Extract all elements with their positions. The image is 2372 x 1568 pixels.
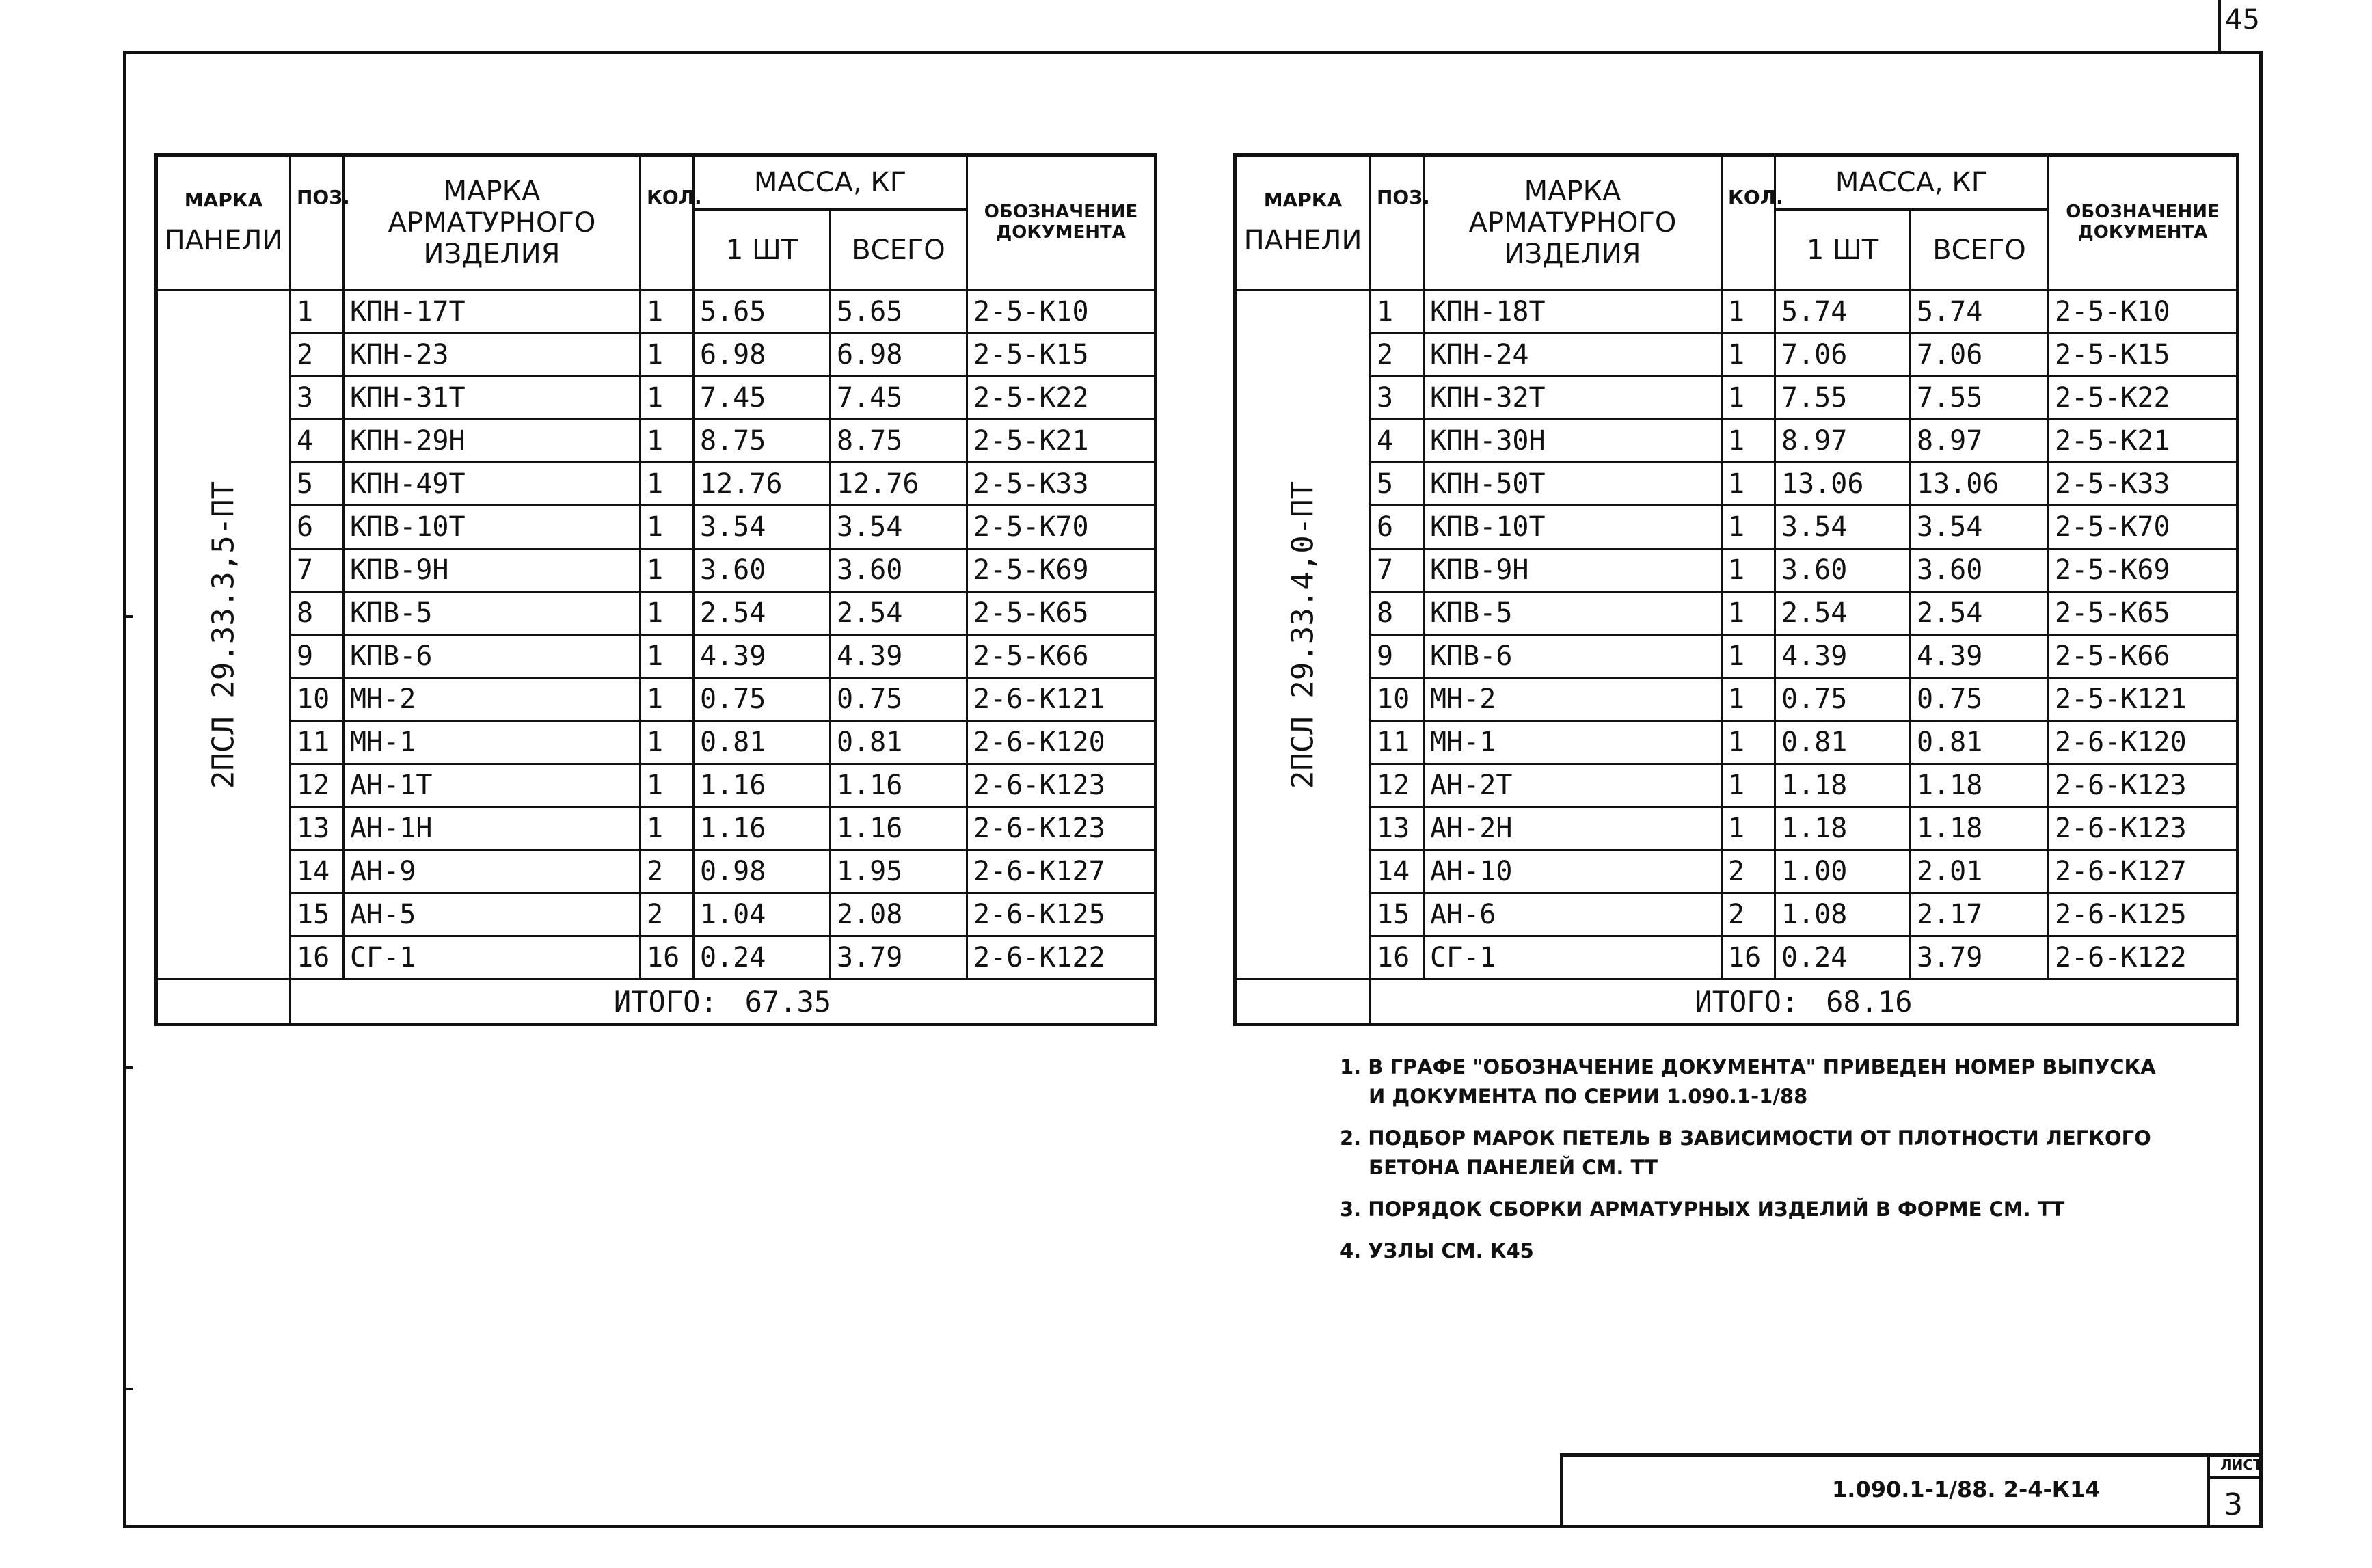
cell-pos: 9 [1371,635,1424,678]
table-row [157,721,1156,764]
cell-pos: 10 [1371,678,1424,721]
panel-mark-cell [157,290,291,979]
cell-pos: 13 [1371,807,1424,850]
cell-mark: АН-1Т [344,764,641,807]
cell-total: 7.55 [1911,377,2049,420]
cell-one: 3.54 [1775,506,1911,549]
note-3 [1340,1195,2156,1224]
header-qty: КОЛ. [1722,155,1775,290]
cell-one: 1.04 [694,893,831,936]
cell-one: 4.39 [694,635,831,678]
cell-qty: 1 [1722,764,1775,807]
cell-qty: 1 [641,290,694,334]
cell-total: 3.79 [831,936,967,979]
cell-mark: АН-5 [344,893,641,936]
cell-doc: 2-5-К33 [2049,463,2238,506]
table-row [1235,463,2238,506]
header-marka: МАРКА [1263,188,1343,211]
table-row [1235,678,2238,721]
table-row [157,678,1156,721]
cell-one: 1.08 [1775,893,1911,936]
total-value: 67.35 [744,984,832,1018]
cell-one: 1.16 [694,807,831,850]
table-row [1235,807,2238,850]
cell-total: 0.81 [831,721,967,764]
table-row [1235,290,2238,334]
cell-total: 3.54 [831,506,967,549]
header-panel: ПАНЕЛИ [1243,225,1362,257]
cell-pos: 14 [291,850,344,893]
spec-table-left-body [157,290,1156,1025]
cell-one: 0.81 [694,721,831,764]
note-1-line1: 1. В ГРАФЕ "ОБОЗНАЧЕНИЕ ДОКУМЕНТА" ПРИВЕДЕН НОМЕР ВЫПУСКА [1340,1055,2156,1079]
cell-doc: 2-5-К21 [967,420,1156,463]
cell-total: 4.39 [831,635,967,678]
cell-doc: 2-5-К33 [967,463,1156,506]
cell-total: 5.74 [1911,290,2049,334]
cell-pos: 1 [1371,290,1424,334]
cell-pos: 15 [291,893,344,936]
cell-qty: 1 [641,807,694,850]
cell-qty: 1 [1722,807,1775,850]
header-mass-one: 1 ШТ [1775,210,1911,290]
header-marka: МАРКА [184,188,263,211]
cell-total: 1.16 [831,807,967,850]
cell-pos: 7 [1371,549,1424,592]
note-1-line2: И ДОКУМЕНТА ПО СЕРИИ 1.090.1-1/88 [1369,1084,1808,1108]
cell-one: 8.75 [694,420,831,463]
total-row-blank [157,979,291,1025]
cell-doc: 2-6-К123 [2049,764,2238,807]
table-row [1235,592,2238,635]
cell-mark: КПН-50Т [1424,463,1722,506]
cell-mark: КПВ-5 [1424,592,1722,635]
table-row [157,807,1156,850]
cell-doc: 2-5-К15 [2049,334,2238,377]
cell-qty: 1 [1722,549,1775,592]
cell-pos: 11 [1371,721,1424,764]
note-4-line1: 4. УЗЛЫ СМ. К45 [1340,1239,1534,1262]
table-row [157,764,1156,807]
cell-doc: 2-6-К125 [2049,893,2238,936]
cell-one: 0.75 [1775,678,1911,721]
spec-table-right [1233,153,2239,1026]
cell-total: 1.95 [831,850,967,893]
sheet-label: ЛИСТ [2220,1457,2263,1473]
table-row [1235,506,2238,549]
note-3-line1: 3. ПОРЯДОК СБОРКИ АРМАТУРНЫХ ИЗДЕЛИЙ В ФОРМЕ СМ. ТТ [1340,1197,2065,1221]
cell-doc: 2-5-К15 [967,334,1156,377]
cell-one: 2.54 [694,592,831,635]
cell-pos: 13 [291,807,344,850]
table-row [1235,721,2238,764]
cell-qty: 1 [641,678,694,721]
cell-one: 6.98 [694,334,831,377]
cell-pos: 9 [291,635,344,678]
cell-doc: 2-5-К22 [967,377,1156,420]
cell-mark: АН-6 [1424,893,1722,936]
cell-qty: 1 [641,420,694,463]
cell-doc: 2-5-К121 [2049,678,2238,721]
cell-doc: 2-6-К120 [967,721,1156,764]
cell-mark: МН-2 [1424,678,1722,721]
cell-one: 13.06 [1775,463,1911,506]
cell-total: 3.54 [1911,506,2049,549]
cell-qty: 1 [641,764,694,807]
cell-doc: 2-5-К69 [967,549,1156,592]
header-doc: ОБОЗНАЧЕНИЕ ДОКУМЕНТА [967,155,1156,290]
spec-table-left [154,153,1157,1026]
cell-doc: 2-5-К70 [2049,506,2238,549]
cell-qty: 2 [1722,850,1775,893]
cell-mark: КПН-18Т [1424,290,1722,334]
cell-one: 7.45 [694,377,831,420]
cell-total: 0.75 [1911,678,2049,721]
cell-qty: 1 [641,592,694,635]
total-label: ИТОГО: [1695,984,1799,1018]
cell-pos: 5 [1371,463,1424,506]
cell-total: 7.06 [1911,334,2049,377]
cell-mark: СГ-1 [1424,936,1722,979]
cell-pos: 11 [291,721,344,764]
cell-qty: 1 [641,506,694,549]
header-panel: ПАНЕЛИ [164,225,283,257]
cell-mark: КПН-17Т [344,290,641,334]
cell-mark: КПН-32Т [1424,377,1722,420]
sheet-number: 3 [2224,1487,2243,1522]
table-row [157,463,1156,506]
cell-one: 5.65 [694,290,831,334]
cell-mark: АН-1Н [344,807,641,850]
cell-mark: КПВ-10Т [1424,506,1722,549]
frame-tick [123,1066,133,1069]
cell-pos: 6 [1371,506,1424,549]
cell-total: 4.39 [1911,635,2049,678]
table-row [1235,764,2238,807]
table-row [1235,549,2238,592]
cell-one: 2.54 [1775,592,1911,635]
note-2-line2: БЕТОНА ПАНЕЛЕЙ СМ. ТТ [1369,1155,1658,1179]
cell-one: 3.60 [1775,549,1911,592]
table-row [157,592,1156,635]
panel-mark: 2ПСЛ 29.33.3,5-ПТ [206,481,241,789]
cell-pos: 16 [1371,936,1424,979]
cell-total: 13.06 [1911,463,2049,506]
cell-qty: 1 [641,635,694,678]
cell-mark: АН-9 [344,850,641,893]
header-item-mark: МАРКА АРМАТУРНОГО ИЗДЕЛИЯ [1424,155,1722,290]
cell-total: 1.16 [831,764,967,807]
cell-mark: СГ-1 [344,936,641,979]
table-row [1235,420,2238,463]
cell-total: 6.98 [831,334,967,377]
cell-pos: 16 [291,936,344,979]
cell-qty: 16 [641,936,694,979]
cell-qty: 1 [1722,420,1775,463]
cell-doc: 2-5-К21 [2049,420,2238,463]
cell-doc: 2-6-К121 [967,678,1156,721]
cell-pos: 14 [1371,850,1424,893]
cell-qty: 2 [641,850,694,893]
cell-doc: 2-6-К122 [2049,936,2238,979]
cell-one: 0.75 [694,678,831,721]
cell-mark: КПВ-6 [1424,635,1722,678]
cell-mark: КПН-29Н [344,420,641,463]
cell-one: 0.24 [1775,936,1911,979]
panel-mark-cell [1235,290,1371,979]
header-panel-mark [1235,155,1371,290]
cell-pos: 2 [1371,334,1424,377]
table-row [1235,936,2238,979]
total-cell [291,979,1156,1025]
total-row [1235,979,2238,1025]
cell-qty: 1 [1722,334,1775,377]
cell-pos: 8 [291,592,344,635]
cell-pos: 2 [291,334,344,377]
note-2 [1340,1124,2156,1182]
table-row [157,290,1156,334]
table-row [157,420,1156,463]
page-number: 45 [2225,4,2260,36]
cell-pos: 12 [291,764,344,807]
cell-mark: МН-1 [1424,721,1722,764]
cell-doc: 2-6-К123 [2049,807,2238,850]
cell-doc: 2-6-К123 [967,764,1156,807]
table-row [157,334,1156,377]
notes [1340,1053,2156,1278]
cell-qty: 16 [1722,936,1775,979]
note-1 [1340,1053,2156,1111]
cell-doc: 2-5-К66 [967,635,1156,678]
cell-total: 8.97 [1911,420,2049,463]
header-pos: ПОЗ. [291,155,344,290]
cell-pos: 3 [291,377,344,420]
header-panel-mark [157,155,291,290]
header-mass-one: 1 ШТ [694,210,831,290]
table-row [1235,850,2238,893]
cell-one: 4.39 [1775,635,1911,678]
cell-doc: 2-5-К10 [2049,290,2238,334]
cell-one: 0.81 [1775,721,1911,764]
cell-one: 1.00 [1775,850,1911,893]
cell-total: 2.01 [1911,850,2049,893]
cell-doc: 2-6-К123 [967,807,1156,850]
page-number-tick [2218,0,2221,51]
cell-total: 1.18 [1911,807,2049,850]
cell-total: 8.75 [831,420,967,463]
document-code: 1.090.1-1/88. 2-4-К14 [1832,1476,2101,1502]
cell-mark: КПН-23 [344,334,641,377]
note-2-line1: 2. ПОДБОР МАРОК ПЕТЕЛЬ В ЗАВИСИМОСТИ ОТ ПЛОТНОСТИ ЛЕГКОГО [1340,1126,2151,1150]
total-row [157,979,1156,1025]
cell-mark: АН-2Т [1424,764,1722,807]
cell-total: 2.54 [1911,592,2049,635]
cell-qty: 1 [1722,678,1775,721]
table-row [157,850,1156,893]
cell-mark: КПВ-9Н [344,549,641,592]
cell-pos: 15 [1371,893,1424,936]
cell-doc: 2-5-К65 [2049,592,2238,635]
cell-total: 2.54 [831,592,967,635]
cell-total: 0.75 [831,678,967,721]
table-row [1235,377,2238,420]
header-mass: МАССА, КГ [1775,155,2049,210]
cell-doc: 2-5-К10 [967,290,1156,334]
cell-doc: 2-5-К70 [967,506,1156,549]
table-row [1235,334,2238,377]
cell-pos: 5 [291,463,344,506]
cell-doc: 2-6-К125 [967,893,1156,936]
cell-one: 1.18 [1775,807,1911,850]
header-mass-total: ВСЕГО [1911,210,2049,290]
cell-mark: КПВ-5 [344,592,641,635]
cell-mark: КПН-49Т [344,463,641,506]
cell-one: 7.55 [1775,377,1911,420]
cell-pos: 4 [291,420,344,463]
note-4 [1340,1236,2156,1266]
table-row [1235,635,2238,678]
cell-qty: 1 [641,334,694,377]
cell-one: 1.16 [694,764,831,807]
table-row [157,635,1156,678]
total-value: 68.16 [1826,984,1913,1018]
cell-qty: 1 [1722,377,1775,420]
table-row [1235,893,2238,936]
cell-qty: 1 [1722,592,1775,635]
cell-doc: 2-6-К127 [2049,850,2238,893]
header-qty: КОЛ. [641,155,694,290]
total-cell [1371,979,2238,1025]
cell-total: 3.60 [831,549,967,592]
cell-total: 0.81 [1911,721,2049,764]
panel-mark: 2ПСЛ 29.33.4,0-ПТ [1285,481,1321,789]
cell-mark: МН-2 [344,678,641,721]
cell-total: 2.08 [831,893,967,936]
cell-doc: 2-6-К127 [967,850,1156,893]
cell-doc: 2-5-К22 [2049,377,2238,420]
cell-total: 7.45 [831,377,967,420]
cell-pos: 3 [1371,377,1424,420]
cell-doc: 2-6-К120 [2049,721,2238,764]
cell-one: 12.76 [694,463,831,506]
cell-qty: 1 [1722,721,1775,764]
cell-doc: 2-6-К122 [967,936,1156,979]
cell-one: 1.18 [1775,764,1911,807]
cell-pos: 10 [291,678,344,721]
cell-one: 5.74 [1775,290,1911,334]
cell-qty: 2 [641,893,694,936]
cell-one: 0.98 [694,850,831,893]
frame-tick [123,1388,133,1390]
cell-mark: КПВ-10Т [344,506,641,549]
cell-qty: 1 [1722,290,1775,334]
cell-pos: 8 [1371,592,1424,635]
cell-total: 2.17 [1911,893,2049,936]
cell-total: 5.65 [831,290,967,334]
cell-pos: 1 [291,290,344,334]
cell-pos: 4 [1371,420,1424,463]
cell-mark: МН-1 [344,721,641,764]
cell-total: 1.18 [1911,764,2049,807]
cell-total: 3.79 [1911,936,2049,979]
cell-one: 0.24 [694,936,831,979]
frame-tick [123,615,133,618]
spec-table-right-body [1235,290,2238,1025]
table-row [157,893,1156,936]
sheet-divider [2207,1476,2263,1479]
cell-doc: 2-5-К66 [2049,635,2238,678]
cell-doc: 2-5-К69 [2049,549,2238,592]
cell-total: 3.60 [1911,549,2049,592]
cell-qty: 1 [641,721,694,764]
header-pos: ПОЗ. [1371,155,1424,290]
cell-qty: 1 [1722,635,1775,678]
cell-one: 7.06 [1775,334,1911,377]
cell-doc: 2-5-К65 [967,592,1156,635]
cell-one: 3.60 [694,549,831,592]
table-row [157,549,1156,592]
cell-total: 12.76 [831,463,967,506]
cell-one: 3.54 [694,506,831,549]
cell-mark: КПН-24 [1424,334,1722,377]
cell-qty: 1 [1722,506,1775,549]
cell-qty: 1 [641,549,694,592]
cell-mark: КПВ-9Н [1424,549,1722,592]
cell-qty: 1 [641,377,694,420]
table-row [157,936,1156,979]
header-mass-total: ВСЕГО [831,210,967,290]
cell-mark: АН-2Н [1424,807,1722,850]
cell-pos: 12 [1371,764,1424,807]
header-mass: МАССА, КГ [694,155,967,210]
table-row [157,377,1156,420]
header-doc: ОБОЗНАЧЕНИЕ ДОКУМЕНТА [2049,155,2238,290]
total-row-blank [1235,979,1371,1025]
cell-mark: КПН-31Т [344,377,641,420]
cell-pos: 7 [291,549,344,592]
table-row [157,506,1156,549]
cell-mark: КПВ-6 [344,635,641,678]
cell-mark: АН-10 [1424,850,1722,893]
cell-qty: 1 [641,463,694,506]
cell-qty: 2 [1722,893,1775,936]
cell-qty: 1 [1722,463,1775,506]
cell-pos: 6 [291,506,344,549]
total-label: ИТОГО: [613,984,718,1018]
cell-one: 8.97 [1775,420,1911,463]
header-item-mark: МАРКА АРМАТУРНОГО ИЗДЕЛИЯ [344,155,641,290]
cell-mark: КПН-30Н [1424,420,1722,463]
